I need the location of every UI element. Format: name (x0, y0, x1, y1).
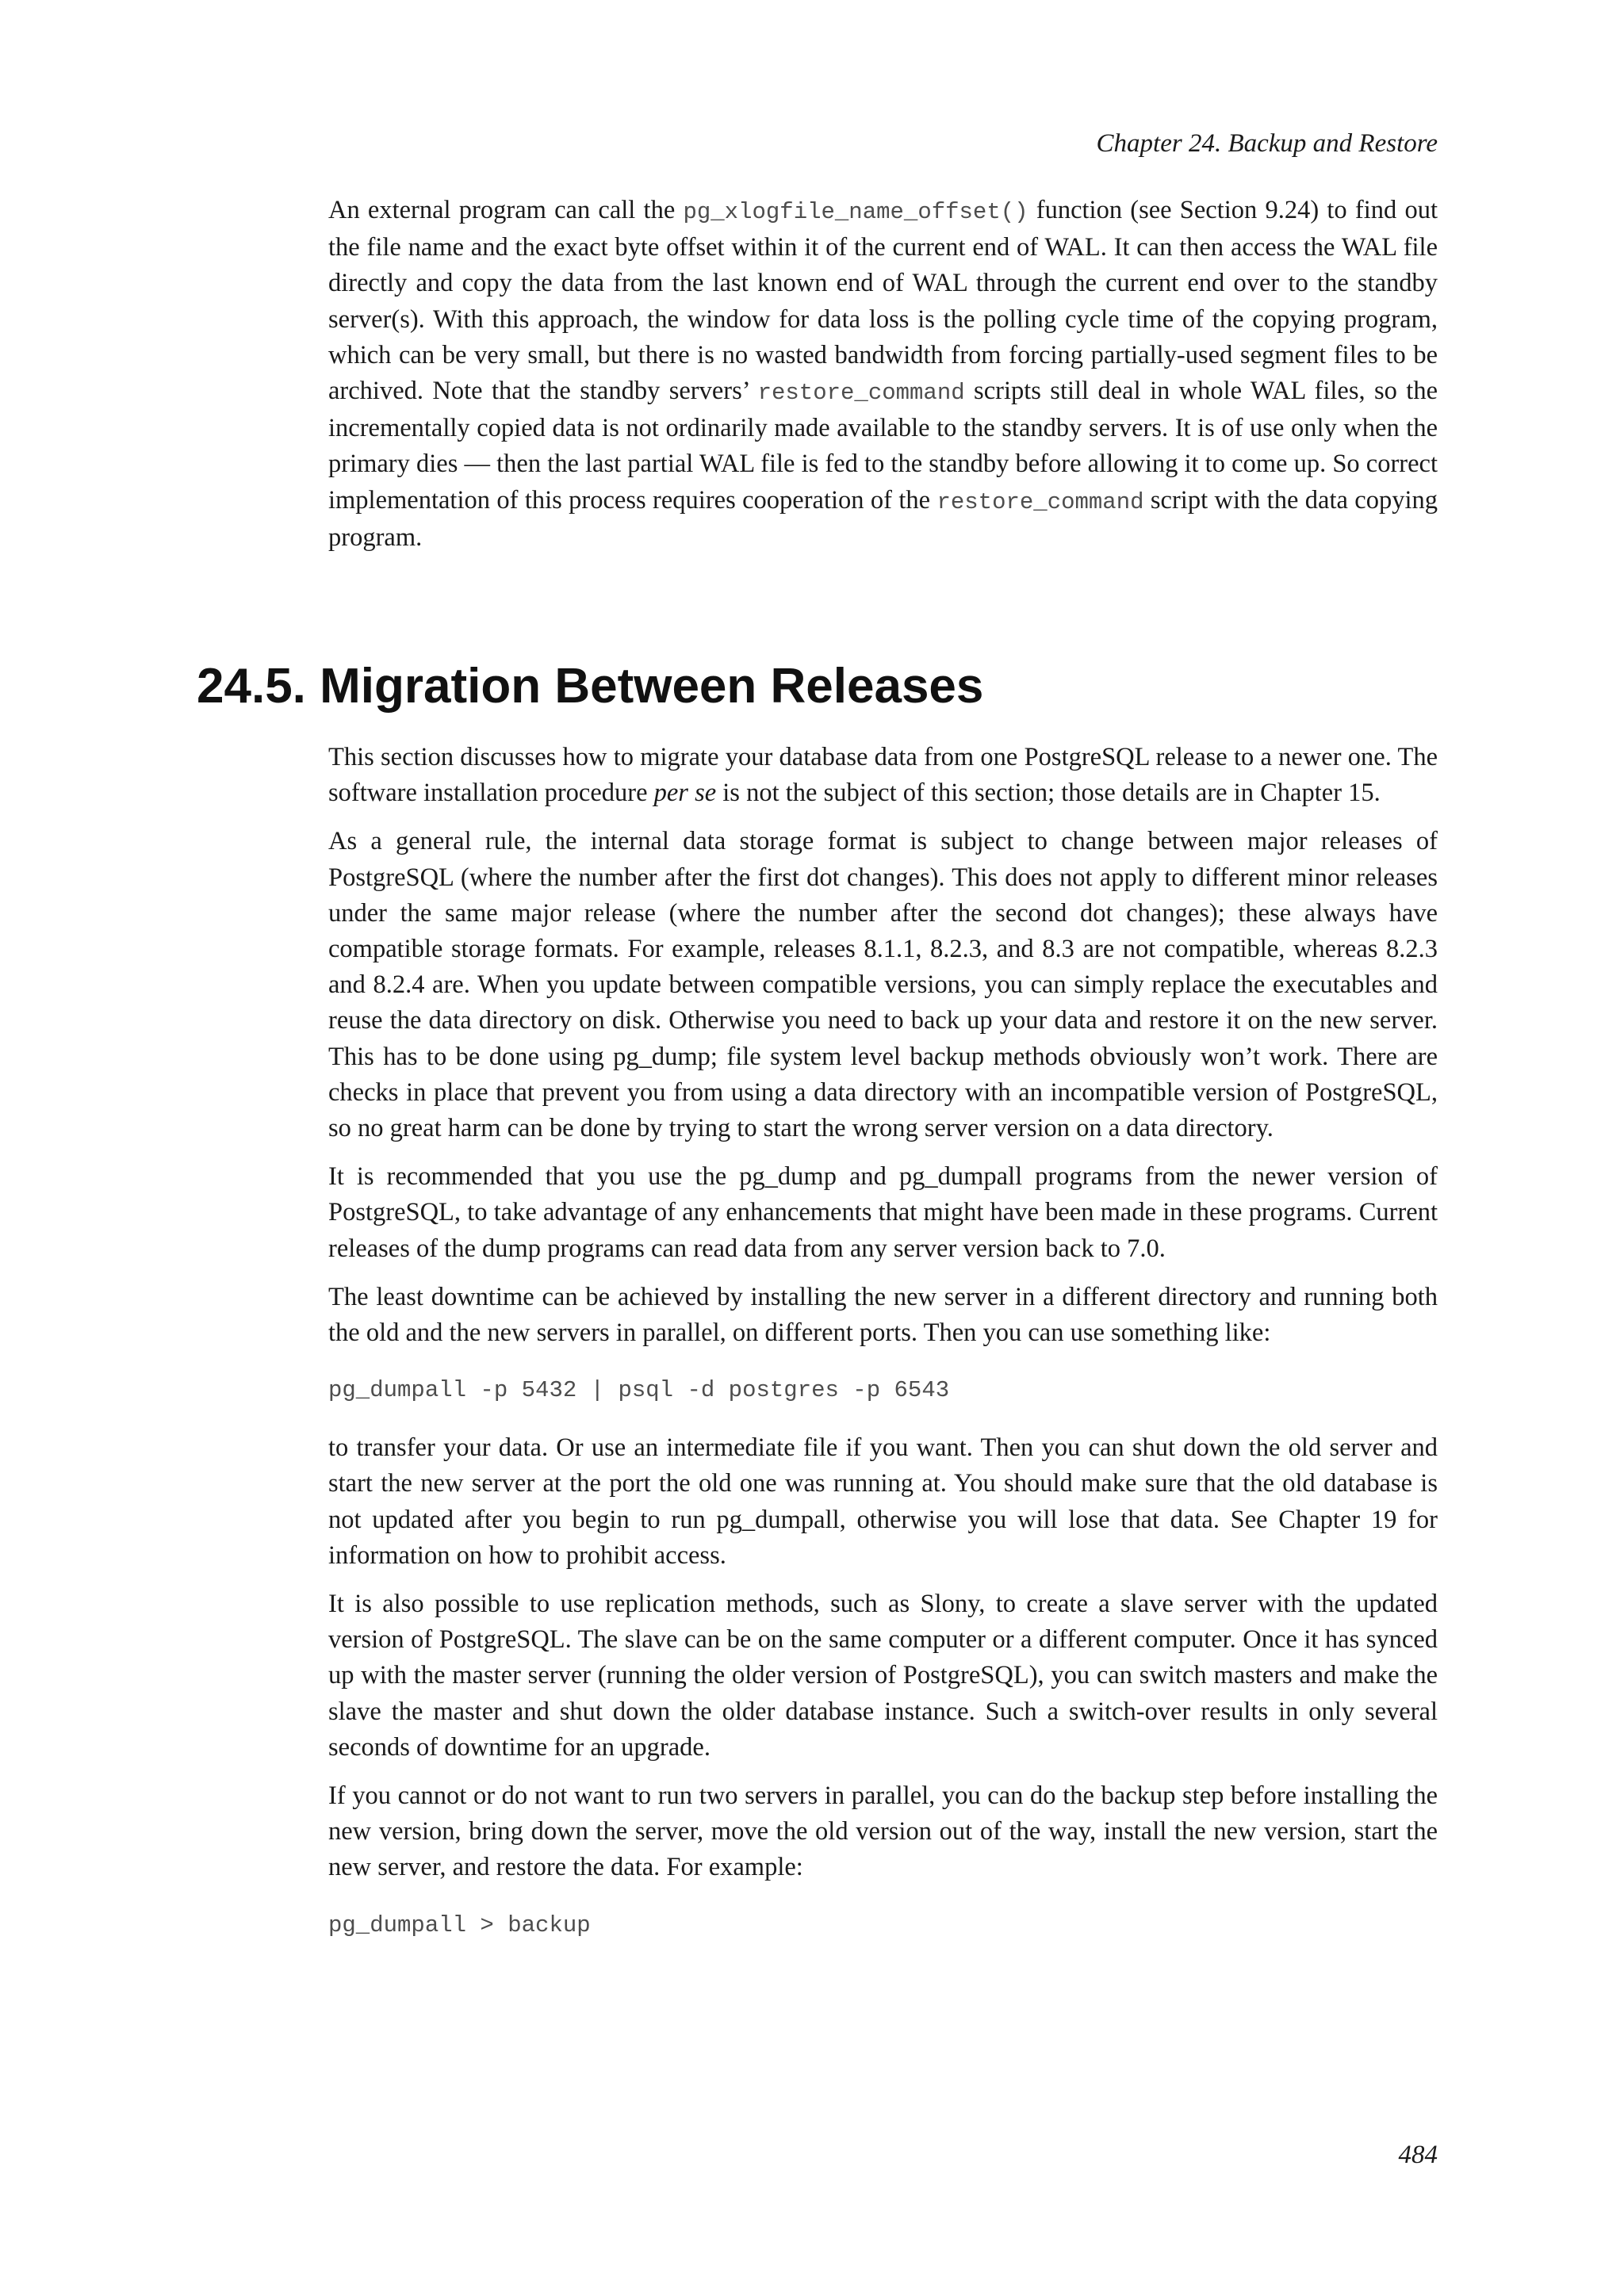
section-paragraph-7: If you cannot or do not want to run two servers in parallel, you can do the backup step before installing the new version, bring down the server, move the old version out of the way, install the new version, start the new server, and restore the data. For example: (328, 1781, 1438, 1882)
section-body (328, 740, 1438, 1965)
section-title: 24.5. Migration Between Releases (197, 659, 984, 714)
section-paragraph-4: The least downtime can be achieved by installing the new server in a different directory and running both the old and the new servers in parallel, on different ports. Then you can use something like: (328, 1282, 1438, 1348)
code-example-backup: pg_dumpall > backup (328, 1911, 591, 1938)
inline-code-restore-command: restore_command (757, 380, 965, 407)
intro-block (328, 193, 1438, 568)
section-paragraph-5: to transfer your data. Or use an intermediate file if you want. Then you can shut down the old server and start the new server at the port the old one was running at. You should make sure that the old database is not updated after you begin to run pg_dumpall, otherwise you will lose that data. See Chapter 19 for information on how to prohibit access. (328, 1433, 1438, 1570)
page-number: 484 (1398, 2141, 1438, 2169)
inline-code-function: pg_xlogfile_name_offset() (683, 199, 1028, 225)
section-paragraph-3: It is recommended that you use the pg_dump and pg_dumpall programs from the newer version of PostgreSQL, to take advantage of any enhancements that might have been made in these programs. Current releases of the dump programs can read data from any server version back to 7.0. (328, 1162, 1438, 1263)
section-paragraph-6: It is also possible to use replication methods, such as Slony, to create a slave server with the updated version of PostgreSQL. The slave can be on the same computer or a different computer. Once it has synced up with the master server (running the older version of PostgreSQL), you can switch masters and make the slave the master and shut down the older database instance. Such a switch-over results in only several seconds of downtime for an upgrade. (328, 1590, 1438, 1762)
code-example-pipe: pg_dumpall -p 5432 | psql -d postgres -p 6543 (328, 1377, 950, 1404)
section-paragraph-1: This section discusses how to migrate your database data from one PostgreSQL release to a newer one. The software installation procedure per se is not the subject of this section; those details are in Chapter 15. (328, 743, 1438, 808)
section-paragraph-2: As a general rule, the internal data storage format is subject to change between major releases of PostgreSQL (where the number after the first dot changes). This does not apply to different minor releases under the same major release (where the number after the second dot changes); these always have compatible storage formats. For example, releases 8.1.1, 8.2.3, and 8.3 are not compatible, whereas 8.2.3 and 8.2.4 are. When you update between compatible versions, you can simply replace the executables and reuse the data directory on disk. Otherwise you need to back up your data and restore it on the new server. This has to be done using pg_dump; file system level backup methods obviously won’t work. There are checks in place that prevent you from using a data directory with an incompatible version of PostgreSQL, so no great harm can be done by trying to start the wrong server version on a data directory. (328, 827, 1438, 1143)
running-header: Chapter 24. Backup and Restore (1096, 129, 1438, 158)
emphasis-text: per se (653, 779, 717, 808)
intro-paragraph: An external program can call the pg_xlogfile_name_offset() function (see Section 9.24) to find out the file name and the exact byte offset within it of the current end of WAL. It can then access the WAL file directly and copy the data from the last known end of WAL through the current end over to the standby server(s). With this approach, the window for data loss is the polling cycle time of the copying program, which can be very small, but there is no wasted bandwidth from forcing partially-used segment files to be archived. Note that the standby servers’ restore_command scripts still deal in whole WAL files, so the incrementally copied data is not ordinarily made available to the standby servers. It is of use only when the primary dies — then the last partial WAL file is fed to the standby before allowing it to come up. So correct implementation of this process requires cooperation of the restore_command script with the data copying program. (328, 196, 1438, 552)
inline-code-restore-command: restore_command (936, 488, 1144, 515)
